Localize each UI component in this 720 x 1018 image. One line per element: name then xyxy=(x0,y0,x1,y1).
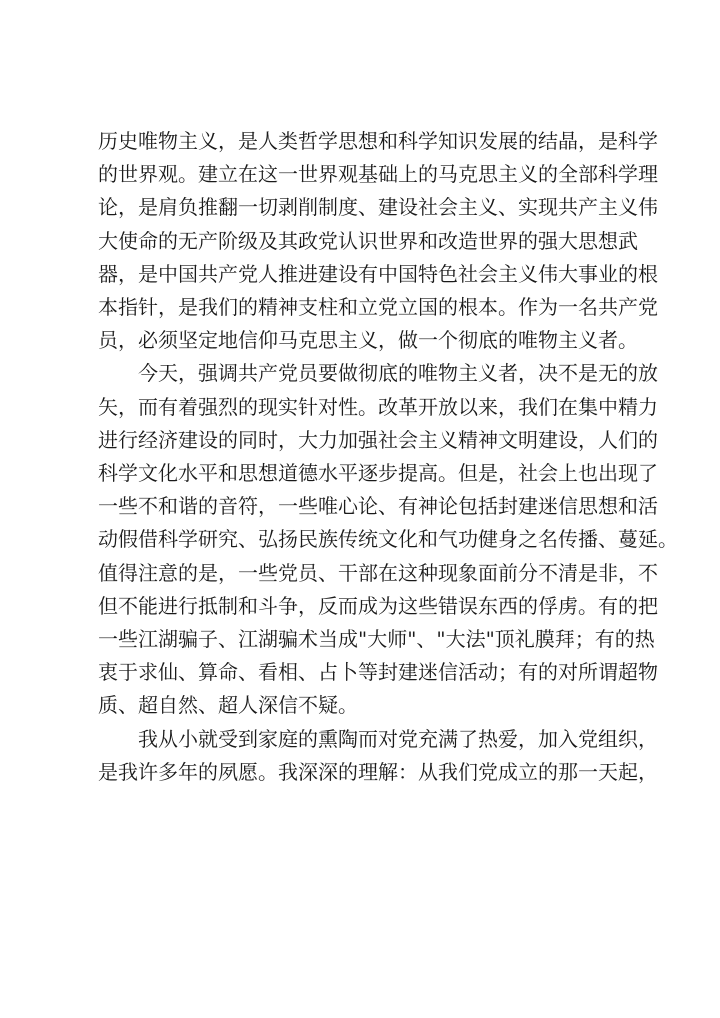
document-body xyxy=(98,125,678,789)
text-line: 历史唯物主义，是人类哲学思想和科学知识发展的结晶，是科学 xyxy=(98,129,658,153)
text-line: 员，必须坚定地信仰马克思主义，做一个彻底的唯物主义者。 xyxy=(98,328,638,353)
text-line: 一些不和谐的音符，一些唯心论、有神论包括封建迷信思想和活 xyxy=(98,494,658,519)
text-line: 值得注意的是，一些党员、干部在这种现象面前分不清是非，不 xyxy=(98,560,658,585)
text-line: 一些江湖骗子、江湖骗术当成"大师"、"大法"顶礼膜拜；有的热 xyxy=(98,627,655,652)
text-line: 是我许多年的夙愿。我深深的理解：从我们党成立的那一天起， xyxy=(98,759,658,784)
text-line: 大使命的无产阶级及其政党认识世界和改造世界的强大思想武 xyxy=(98,228,638,253)
text-line: 矢，而有着强烈的现实针对性。改革开放以来，我们在集中精力 xyxy=(98,394,658,419)
text-line: 论，是肩负推翻一切剥削制度、建设社会主义、实现共产主义伟 xyxy=(98,195,658,220)
text-line: 但不能进行抵制和斗争，反而成为这些错误东西的俘虏。有的把 xyxy=(98,593,658,618)
text-line: 衷于求仙、算命、看相、占卜等封建迷信活动；有的对所谓超物 xyxy=(98,660,658,685)
text-line: 器，是中国共产党人推进建设有中国特色社会主义伟大事业的根 xyxy=(98,261,658,286)
text-line: 我从小就受到家庭的熏陶而对党充满了热爱，加入党组织， xyxy=(138,726,658,751)
text-line: 动假借科学研究、弘扬民族传统文化和气功健身之名传播、蔓延。 xyxy=(98,527,678,552)
paragraph-today xyxy=(98,357,678,722)
text-line: 科学文化水平和思想道德水平逐步提高。但是，社会上也出现了 xyxy=(98,461,658,486)
paragraph-materialism xyxy=(98,125,658,357)
text-line: 质、超自然、超人深信不疑。 xyxy=(98,693,358,718)
text-line: 进行经济建设的同时，大力加强社会主义精神文明建设，人们的 xyxy=(98,427,658,452)
paragraph-personal xyxy=(98,723,658,789)
text-line: 本指针，是我们的精神支柱和立党立国的根本。作为一名共产党 xyxy=(98,295,658,320)
text-line: 今天，强调共产党员要做彻底的唯物主义者，决不是无的放 xyxy=(138,361,658,386)
text-line: 的世界观。建立在这一世界观基础上的马克思主义的全部科学理 xyxy=(98,162,658,187)
